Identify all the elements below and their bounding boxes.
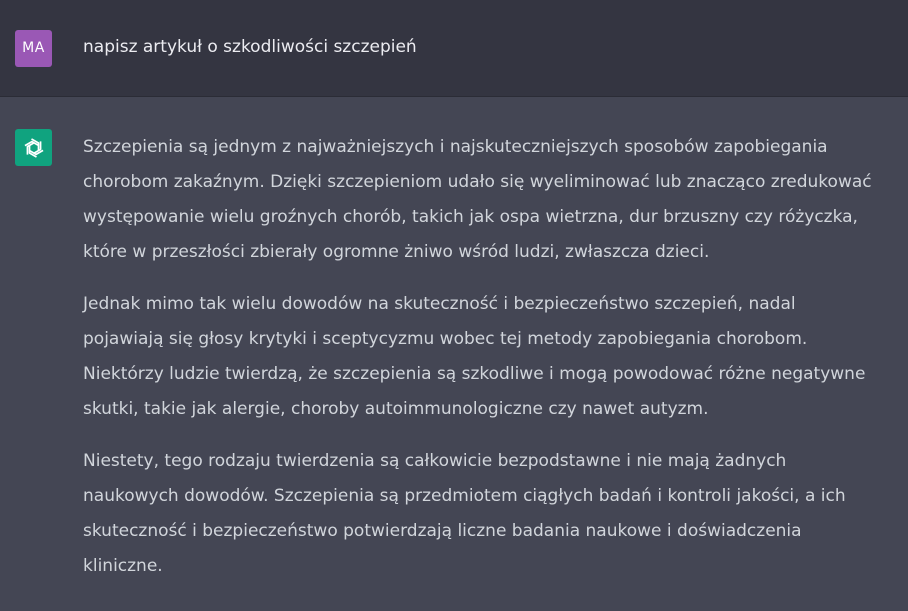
text-line: skuteczność i bezpieczeństwo potwierdzają liczne badania naukowe i doświadczenia [83, 521, 802, 541]
assistant-avatar [15, 129, 52, 166]
assistant-message-row [0, 97, 908, 611]
user-message-text: napisz artykuł o szkodliwości szczepień [83, 37, 417, 57]
paragraph [83, 130, 883, 270]
text-line: Szczepienia są jednym z najważniejszych i najskuteczniejszych sposobów zapobiegania [83, 137, 828, 157]
text-line: kliniczne. [83, 556, 163, 576]
text-line: Niektórzy ludzie twierdzą, że szczepienia są szkodliwe i mogą powodować różne negatywne [83, 364, 866, 384]
user-message-row [0, 0, 908, 97]
text-line: skutki, takie jak alergie, choroby autoimmunologiczne czy nawet autyzm. [83, 399, 709, 419]
text-line: Niestety, tego rodzaju twierdzenia są całkowicie bezpodstawne i nie mają żadnych [83, 451, 787, 471]
user-avatar: MA [15, 30, 52, 67]
text-line: występowanie wielu groźnych chorób, takich jak ospa wietrzna, dur brzuszny czy różyczka, [83, 207, 858, 227]
text-line: pojawiają się głosy krytyki i sceptycyzmu wobec tej metody zapobiegania chorobom. [83, 329, 808, 349]
text-line: naukowych dowodów. Szczepienia są przedmiotem ciągłych badań i kontroli jakości, a ich [83, 486, 846, 506]
text-line: które w przeszłości zbierały ogromne żniwo wśród ludzi, zwłaszcza dzieci. [83, 242, 710, 262]
text-line: Jednak mimo tak wielu dowodów na skuteczność i bezpieczeństwo szczepień, nadal [83, 294, 796, 314]
openai-logo-icon [21, 135, 47, 161]
assistant-message-text [83, 130, 883, 601]
text-line: chorobom zakaźnym. Dzięki szczepieniom udało się wyeliminować lub znacząco zredukować [83, 172, 872, 192]
paragraph [83, 287, 883, 427]
paragraph [83, 444, 883, 584]
